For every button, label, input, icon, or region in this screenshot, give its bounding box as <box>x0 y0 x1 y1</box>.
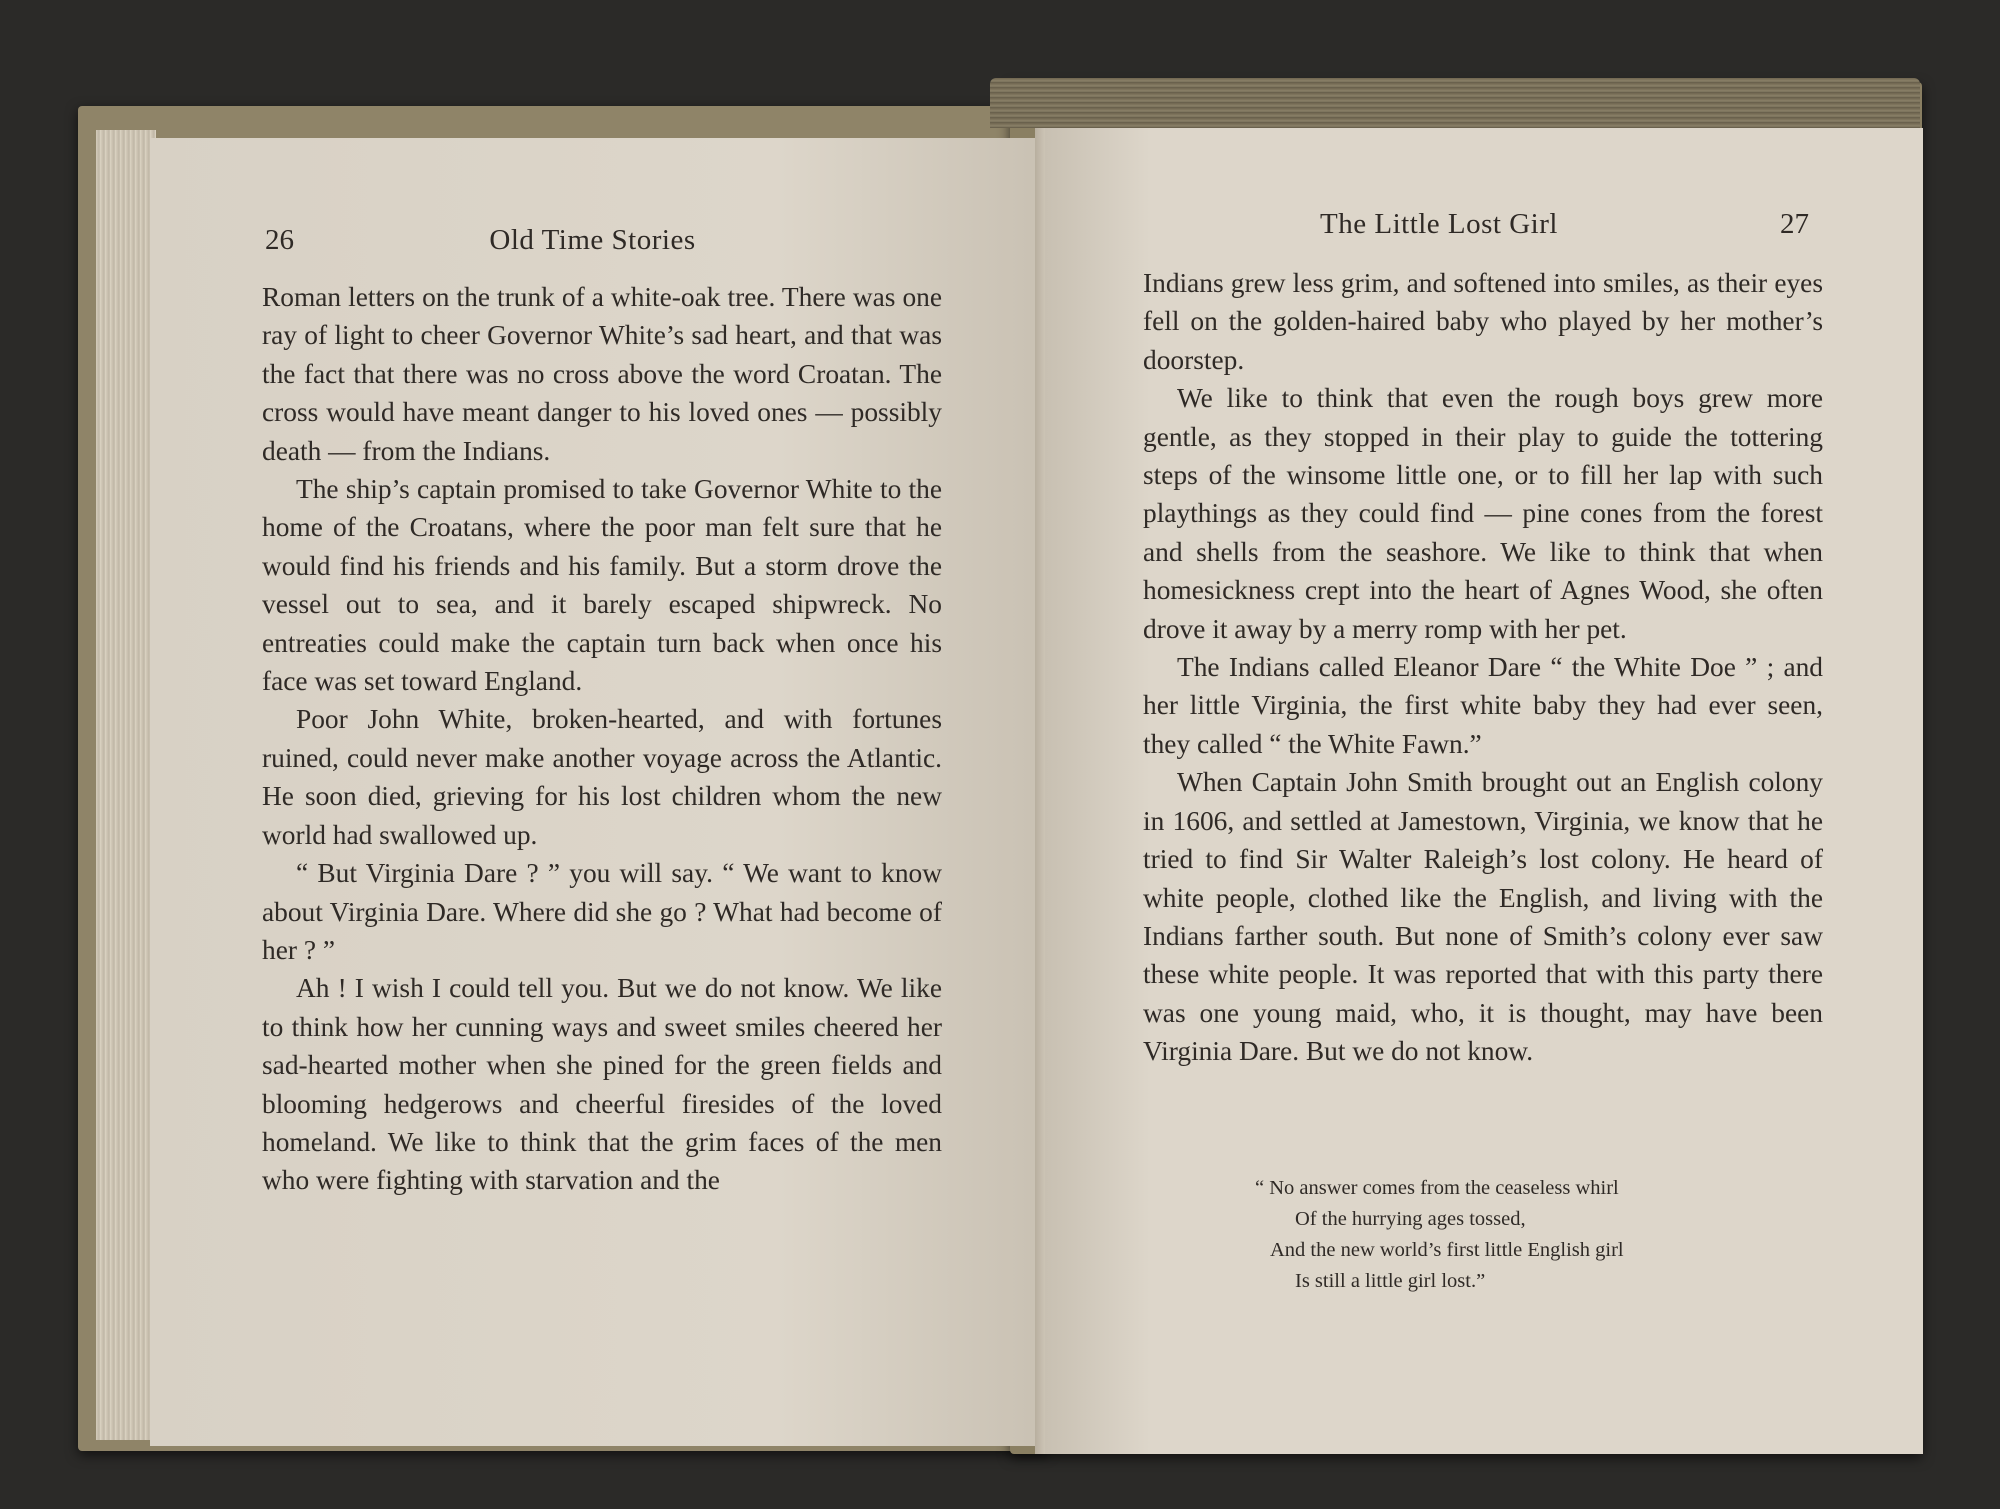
paragraph: The Indians called Eleanor Dare “ the White Doe ” ; and her little Virginia, the first white baby they had ever seen, they called “ the White Fawn.” <box>1143 652 1823 759</box>
poem-line: “ No answer comes from the ceaseless whirl <box>1255 1177 1619 1199</box>
right-page-text <box>1143 264 1823 1071</box>
paragraph: We like to think that even the rough boys grew more gentle, as they stopped in their play to guide the tottering steps of the winsome little one, or to fill her lap with such playthings as they could find — pine cones from the forest and shells from the seashore. We like to think that when homesickness crept into the heart of Agnes Wood, she often drove it away by a merry romp with her pet. <box>1143 383 1823 644</box>
right-page-header <box>1045 208 1923 248</box>
running-head-left: Old Time Stories <box>489 224 696 256</box>
poem-line: Of the hurrying ages tossed, <box>1295 1208 1526 1230</box>
page-number-right: 27 <box>1780 208 1809 240</box>
paragraph: Indians grew less grim, and softened into smiles, as their eyes fell on the golden-haired baby who played by her mother’s doorstep. <box>1143 268 1823 375</box>
paragraph: Ah ! I wish I could tell you. But we do not know. We like to think how her cunning ways and sweet smiles cheered her sad-hearted mother when she pined for the green fields and blooming hedgerows and cheerful firesides of the loved homeland. We like to think that the grim faces of the men who were fighting with starvation and the <box>262 973 942 1196</box>
page-edges-left <box>96 130 156 1440</box>
poem-line: Is still a little girl lost.” <box>1295 1270 1486 1292</box>
poem-stanza <box>1255 1173 1624 1297</box>
page-edges-top <box>990 78 1920 128</box>
left-page <box>150 138 1045 1446</box>
left-page-text <box>262 278 942 1200</box>
paragraph: The ship’s captain promised to take Governor White to the home of the Croatans, where the poor man felt sure that he would find his friends and his family. But a storm drove the vessel out to sea, and it barely escaped shipwreck. No entreaties could make the captain turn back when once his face was set toward England. <box>262 474 942 697</box>
right-page <box>1045 128 1923 1454</box>
paragraph: “ But Virginia Dare ? ” you will say. “ We want to know about Virginia Dare. Where did she go ? What had become of her ? ” <box>262 858 942 965</box>
paragraph: When Captain John Smith brought out an English colony in 1606, and settled at Jamestown, Virginia, we know that he tried to find Sir Walter Raleigh’s lost colony. He heard of white people, clothed like the English, and living with the Indians farther south. But none of Smith’s colony ever saw these white people. It was reported that with this party there was one young maid, who, it is thought, may have been Virginia Dare. But we do not know. <box>1143 767 1823 1067</box>
paragraph: Roman letters on the trunk of a white-oak tree. There was one ray of light to cheer Governor White’s sad heart, and that was the fact that there was no cross above the word Croatan. The cross would have meant danger to his loved ones — possibly death — from the Indians. <box>262 282 942 466</box>
page-number-left: 26 <box>265 224 294 256</box>
left-page-header <box>150 224 1045 264</box>
poem-line: And the new world’s first little English girl <box>1270 1239 1624 1261</box>
running-head-right: The Little Lost Girl <box>1320 208 1558 240</box>
paragraph: Poor John White, broken-hearted, and with fortunes ruined, could never make another voyage across the Atlantic. He soon died, grieving for his lost children whom the new world had swallowed up. <box>262 704 942 850</box>
